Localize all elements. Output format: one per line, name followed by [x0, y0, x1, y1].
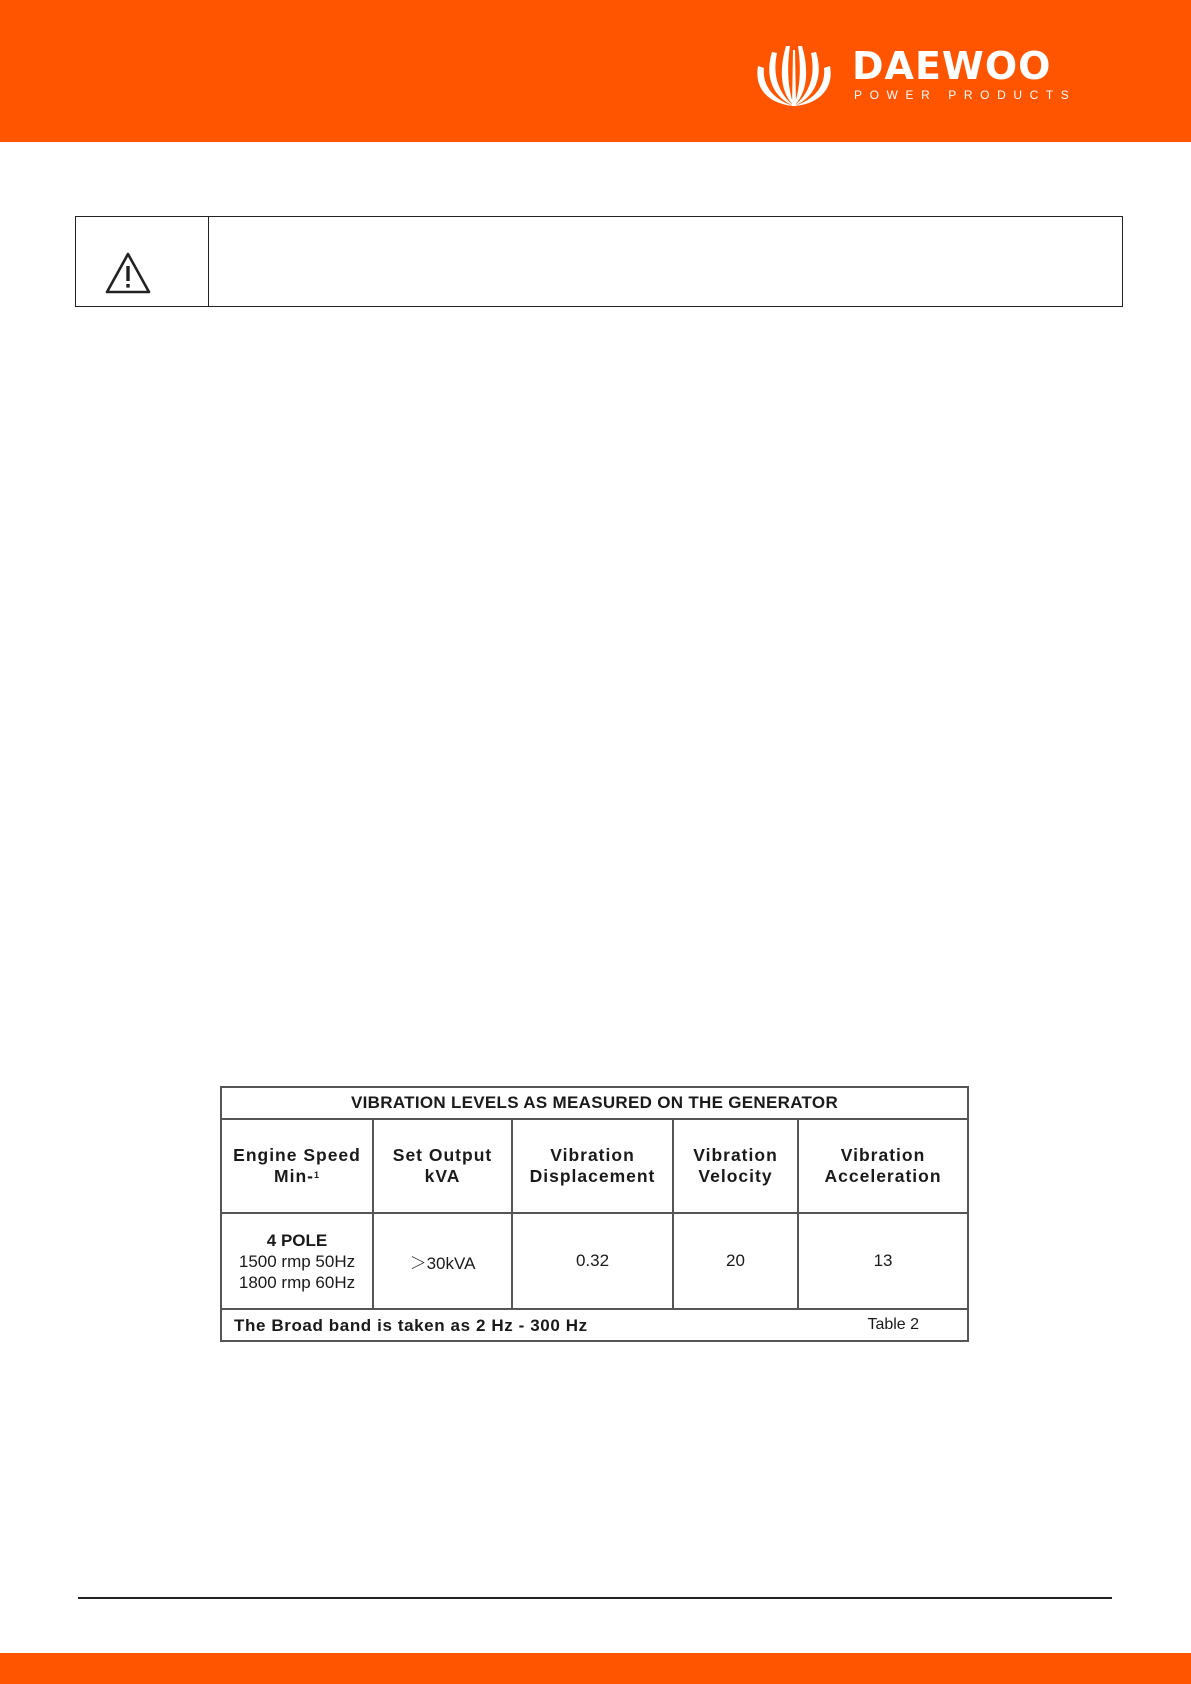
speed-60hz: 1800 rmp 60Hz [238, 1272, 356, 1292]
table-footer [221, 1309, 968, 1341]
vibration-levels-table [220, 1086, 969, 1342]
table-label: Table 2 [867, 1316, 920, 1333]
brand-name: DAEWOO [852, 44, 1052, 88]
broad-band-note: The Broad band is taken as 2 Hz - 300 Hz [234, 1316, 588, 1335]
table-title: VIBRATION LEVELS AS MEASURED ON THE GENERATOR [221, 1087, 968, 1119]
header-engine-speed-label: Engine Speed Min- [233, 1145, 361, 1186]
warning-triangle-icon [104, 251, 152, 295]
brand-tagline: POWER PRODUCTS [854, 88, 1077, 102]
cell-displacement: 0.32 [512, 1213, 673, 1309]
header-vibration-acceleration: Vibration Acceleration [798, 1119, 968, 1213]
vibration-table-container [220, 1086, 967, 1341]
warning-icon-cell [76, 217, 209, 306]
header-engine-speed [221, 1119, 373, 1213]
speed-50hz: 1500 rmp 50Hz [238, 1251, 356, 1271]
footer-divider [78, 1597, 1112, 1599]
table-row [221, 1213, 968, 1309]
page-footer-bar [0, 1653, 1191, 1684]
cell-velocity: 20 [673, 1213, 798, 1309]
pole-label: 4 POLE [266, 1230, 328, 1250]
daewoo-shell-logo-icon [752, 44, 836, 106]
header-set-output: Set Output kVA [373, 1119, 512, 1213]
page-header [0, 0, 1191, 142]
cell-acceleration: 13 [798, 1213, 968, 1309]
cell-set-output: ＞30kVA [373, 1213, 512, 1309]
header-vibration-displacement: Vibration Displacement [512, 1119, 673, 1213]
brand-logo [752, 44, 1077, 110]
header-engine-speed-superscript: 1 [313, 1170, 320, 1180]
warning-box [75, 216, 1123, 307]
cell-engine-speed [221, 1213, 373, 1309]
header-vibration-velocity: Vibration Velocity [673, 1119, 798, 1213]
